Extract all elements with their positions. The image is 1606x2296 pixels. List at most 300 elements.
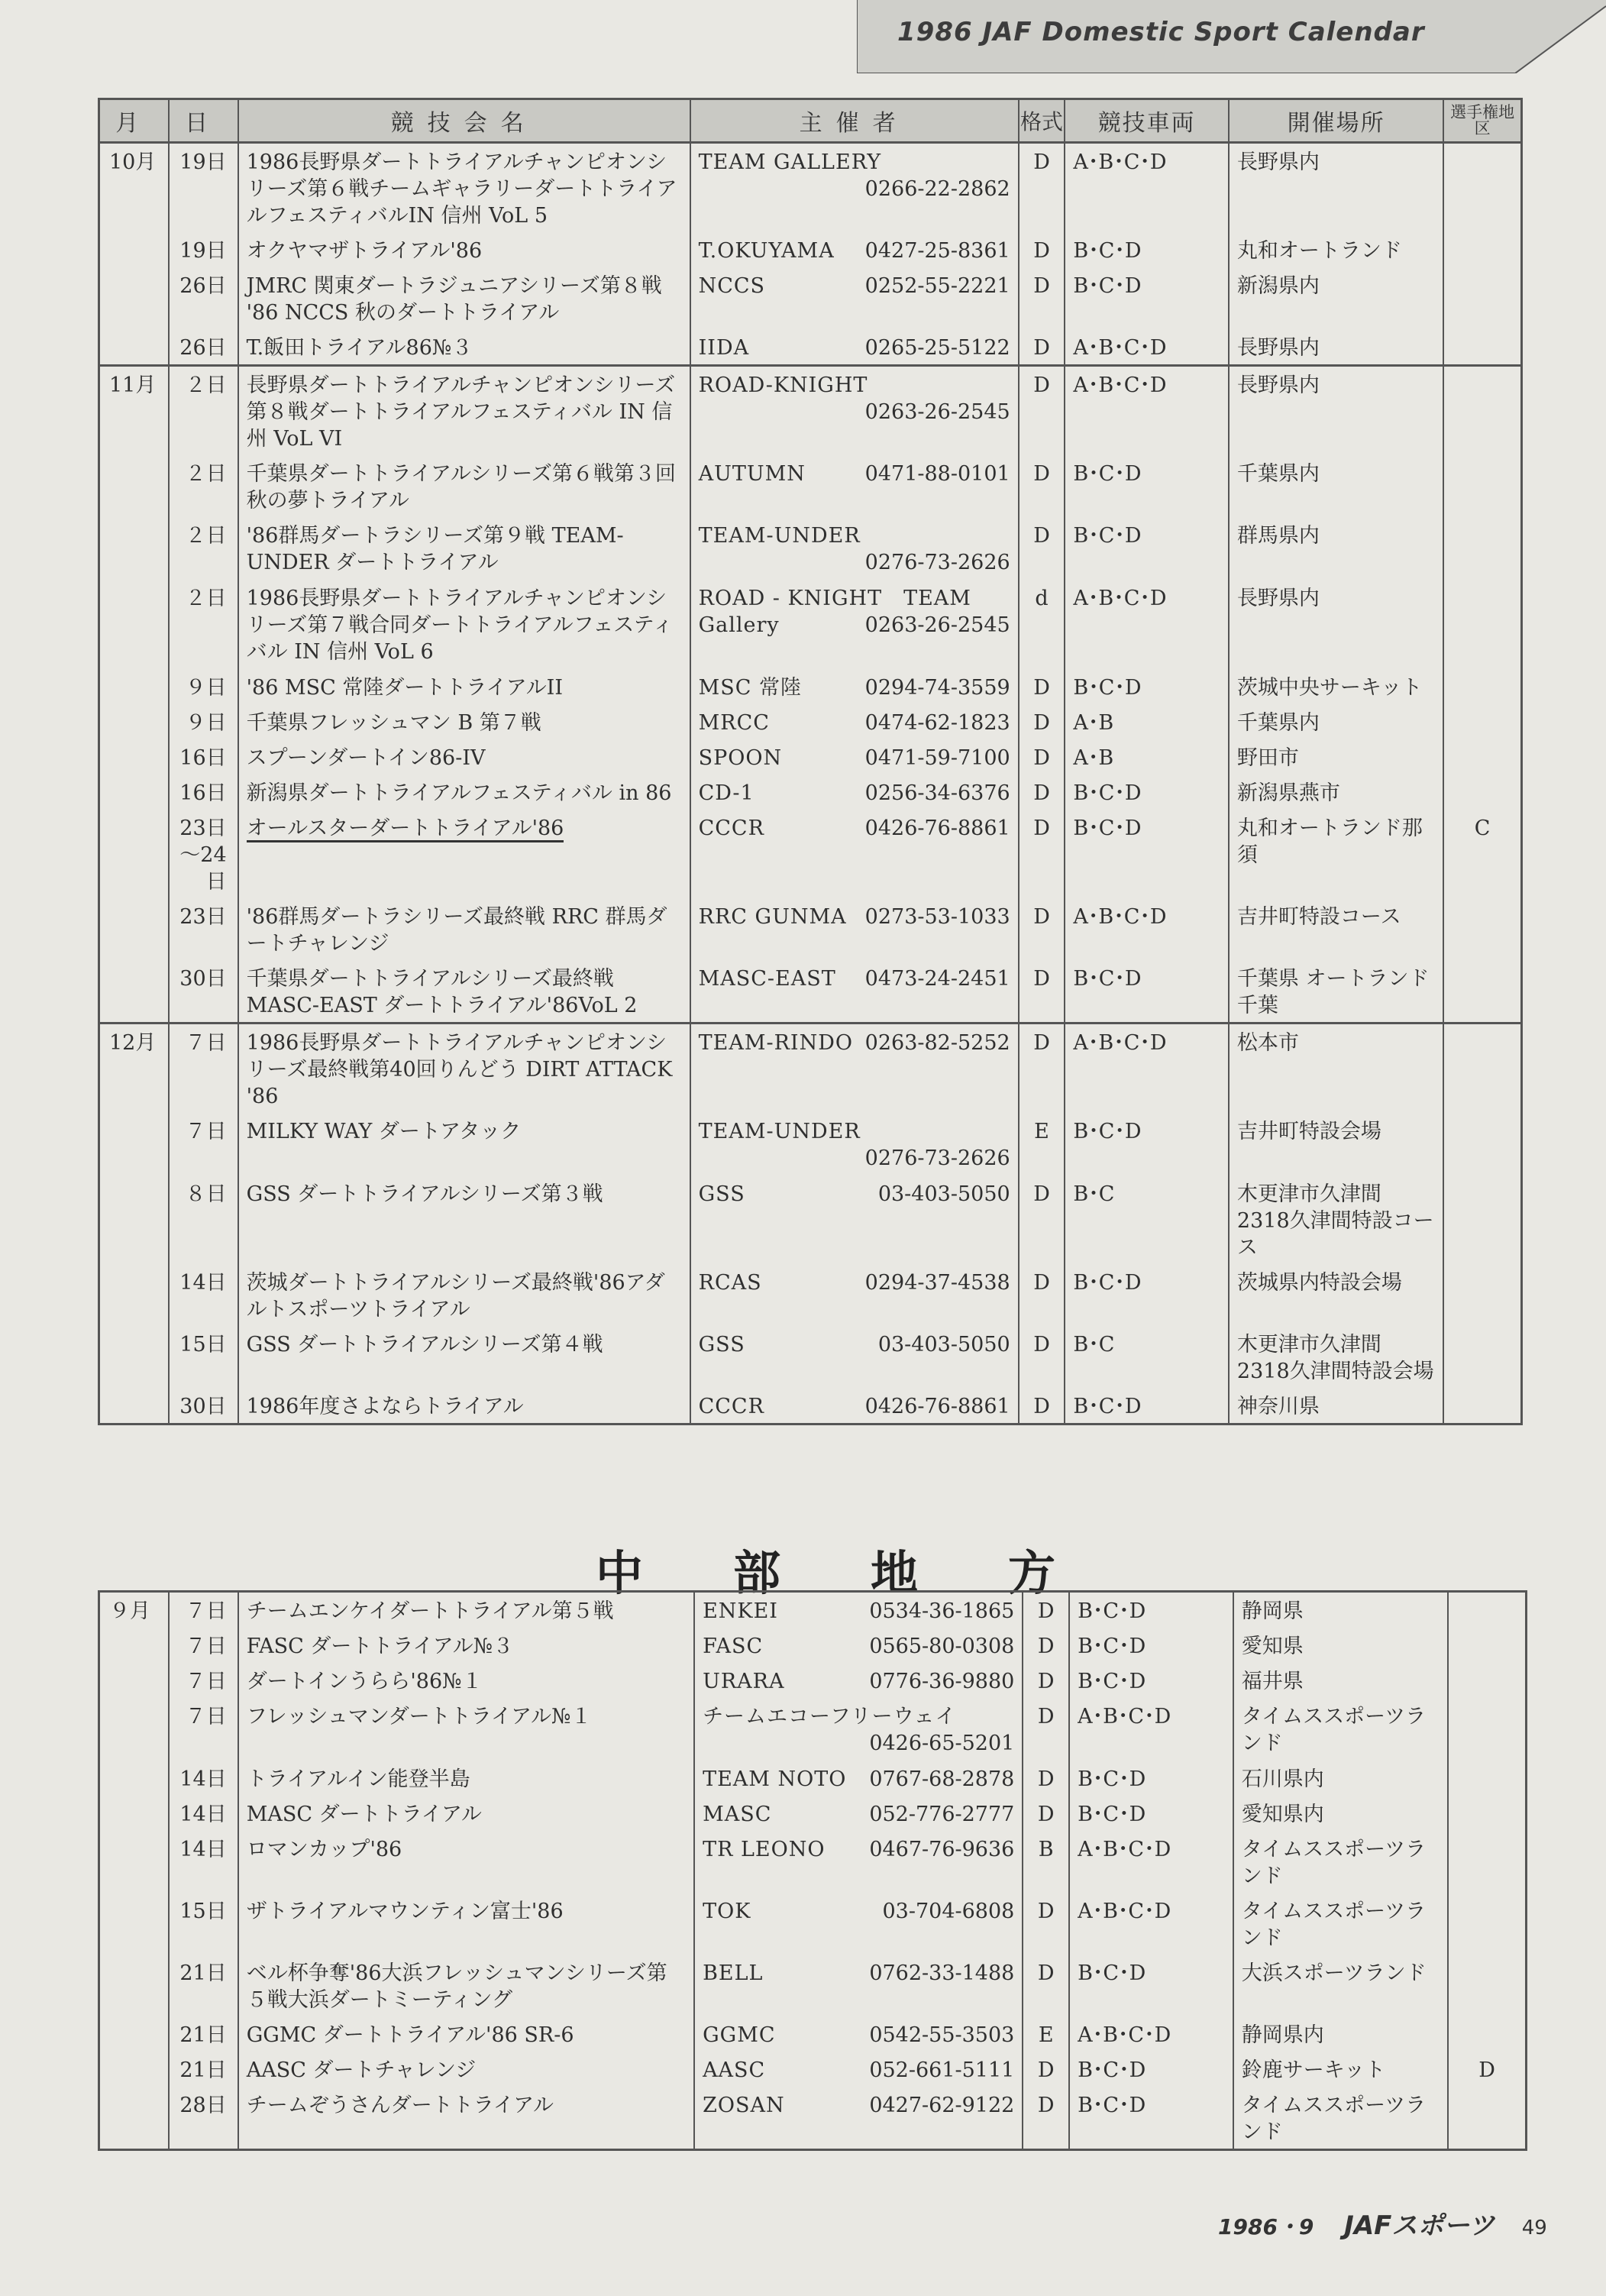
row-month [99, 2052, 169, 2087]
row-format: D [1023, 2052, 1069, 2087]
organizer-phone: 0265-25-5122 [864, 336, 1010, 360]
organizer-phone: 0427-62-9122 [869, 2094, 1015, 2117]
organizer-name: CCCR [698, 817, 764, 840]
organizer-name: BELL [703, 1961, 764, 1985]
row-event: ザトライアルマウンティン富士'86 [238, 1893, 694, 1955]
row-month [99, 232, 169, 267]
row-format: D [1019, 267, 1065, 329]
row-month [99, 267, 169, 329]
row-month [99, 774, 169, 810]
row-format: D [1023, 1698, 1069, 1761]
row-organizer [690, 1264, 1019, 1326]
row-region [1448, 1592, 1526, 1628]
col-region: 選手権地区 [1443, 99, 1521, 143]
organizer-name: RRC GUNMA [698, 905, 847, 929]
organizer-phone: 03-704-6808 [882, 1900, 1015, 1923]
row-vehicles: B･C･D [1065, 810, 1229, 898]
table-row [99, 898, 1522, 960]
organizer-phone: 0542-55-3503 [869, 2023, 1015, 2047]
row-day: ２日 [169, 455, 238, 517]
row-format: D [1019, 1264, 1065, 1326]
table-row [99, 1893, 1527, 1955]
row-event: MILKY WAY ダートアタック [238, 1113, 690, 1175]
row-day: ７日 [169, 1023, 238, 1114]
row-event: 1986長野県ダートトライアルチャンピオンシリーズ最終戦第40回りんどう DIRT ATTACK '86 [238, 1023, 690, 1114]
row-month [99, 704, 169, 739]
row-venue: 静岡県内 [1233, 2016, 1448, 2052]
row-day: 16日 [169, 739, 238, 774]
event-title-underlined: オールスターダートトライアル'86 [247, 817, 564, 842]
row-vehicles: B･C･D [1065, 774, 1229, 810]
row-region [1448, 2087, 1526, 2150]
row-region [1443, 898, 1521, 960]
row-format: D [1023, 1628, 1069, 1663]
row-region: C [1443, 810, 1521, 898]
row-month [99, 810, 169, 898]
row-format: E [1019, 1113, 1065, 1175]
row-venue: 木更津市久津間 2318久津間特設コース [1229, 1175, 1443, 1264]
row-month [99, 1113, 169, 1175]
row-organizer [690, 960, 1019, 1023]
row-month [99, 1698, 169, 1761]
row-vehicles: B･C･D [1069, 2087, 1233, 2150]
row-venue: 木更津市久津間 2318久津間特設会場 [1229, 1326, 1443, 1388]
table-row [99, 1175, 1522, 1264]
calendar-title: 1986 JAF Domestic Sport Calendar [897, 17, 1425, 47]
table-row [99, 1955, 1527, 2016]
row-event: オクヤマザトライアル'86 [238, 232, 690, 267]
row-venue: 新潟県燕市 [1229, 774, 1443, 810]
row-format: D [1019, 1175, 1065, 1264]
row-event: 1986長野県ダートトライアルチャンピオンシリーズ第６戦チームギャラリーダートトライアルフェスティバルIN 信州 VoL 5 [238, 143, 690, 233]
organizer-phone: 03-403-5050 [877, 1182, 1010, 1206]
row-organizer [690, 704, 1019, 739]
row-month [99, 1831, 169, 1893]
organizer-phone: 0471-59-7100 [864, 746, 1010, 770]
row-month: 12月 [99, 1023, 169, 1114]
row-vehicles: B･C･D [1065, 267, 1229, 329]
row-day: 15日 [169, 1893, 238, 1955]
row-organizer [690, 329, 1019, 366]
organizer-name: AASC [703, 2058, 766, 2082]
organizer-name: ZOSAN [703, 2094, 785, 2117]
row-event: GSS ダートトライアルシリーズ第３戦 [238, 1175, 690, 1264]
row-region: D [1448, 2052, 1526, 2087]
row-vehicles: B･C･D [1065, 455, 1229, 517]
row-venue: タイムススポーツランド [1233, 1893, 1448, 1955]
row-month [99, 455, 169, 517]
row-vehicles: B･C [1065, 1175, 1229, 1264]
organizer-name: AUTUMN [698, 462, 806, 486]
row-vehicles: B･C･D [1069, 1663, 1233, 1698]
organizer-phone: 0263-26-2545 [864, 400, 1010, 424]
row-organizer [694, 1796, 1023, 1831]
col-day: 日 [169, 99, 238, 143]
row-organizer [694, 1893, 1023, 1955]
row-venue: 長野県内 [1229, 329, 1443, 366]
row-month [99, 1628, 169, 1663]
row-venue: 静岡県 [1233, 1592, 1448, 1628]
row-vehicles: B･C [1065, 1326, 1229, 1388]
row-day: 21日 [169, 1955, 238, 2016]
table-row [99, 1113, 1522, 1175]
row-day: ７日 [169, 1628, 238, 1663]
row-region [1443, 704, 1521, 739]
table-row [99, 143, 1522, 233]
row-event: '86群馬ダートラシリーズ最終戦 RRC 群馬ダートチャレンジ [238, 898, 690, 960]
page-footer [1218, 2204, 1547, 2242]
col-organizer: 主催者 [690, 99, 1019, 143]
row-day: ２日 [169, 366, 238, 456]
row-venue: 千葉県 オートランド千葉 [1229, 960, 1443, 1023]
row-vehicles: B･C･D [1069, 1761, 1233, 1796]
row-organizer [690, 774, 1019, 810]
col-month: 月 [99, 99, 169, 143]
row-venue: タイムススポーツランド [1233, 1831, 1448, 1893]
row-organizer [690, 267, 1019, 329]
row-day: 15日 [169, 1326, 238, 1388]
organizer-phone: 0252-55-2221 [864, 274, 1010, 298]
row-format: D [1019, 1023, 1065, 1114]
organizer-name: MASC [703, 1803, 772, 1826]
organizer-phone: 0762-33-1488 [869, 1961, 1015, 1985]
row-month: 11月 [99, 366, 169, 456]
row-day: 26日 [169, 267, 238, 329]
organizer-name: TEAM-UNDER [698, 1120, 861, 1143]
row-event: AASC ダートチャレンジ [238, 2052, 694, 2087]
row-organizer [690, 143, 1019, 233]
row-region [1443, 1175, 1521, 1264]
organizer-name: GSS [698, 1182, 745, 1206]
organizer-name: ROAD-KNIGHT [698, 374, 868, 397]
row-organizer [694, 1955, 1023, 2016]
row-day: 14日 [169, 1796, 238, 1831]
row-event: 1986長野県ダートトライアルチャンピオンシリーズ第７戦合同ダートトライアルフェスティバル IN 信州 VoL 6 [238, 580, 690, 669]
row-organizer [694, 1698, 1023, 1761]
table-row [99, 267, 1522, 329]
row-venue: 千葉県内 [1229, 704, 1443, 739]
row-format: D [1023, 1796, 1069, 1831]
organizer-phone: 0256-34-6376 [864, 781, 1010, 805]
organizer-phone: 0294-74-3559 [864, 676, 1010, 700]
table-row [99, 232, 1522, 267]
row-organizer [694, 1628, 1023, 1663]
row-venue: 群馬県内 [1229, 517, 1443, 580]
row-month [99, 329, 169, 366]
row-vehicles: B･C･D [1065, 517, 1229, 580]
row-vehicles: B･C･D [1069, 1628, 1233, 1663]
row-region [1448, 2016, 1526, 2052]
calendar-table-chubu [98, 1590, 1527, 2151]
row-region [1443, 1388, 1521, 1424]
organizer-phone: 0266-22-2862 [864, 177, 1010, 201]
table-row [99, 1663, 1527, 1698]
organizer-name: ENKEI [703, 1599, 778, 1623]
organizer-phone: 0565-80-0308 [869, 1635, 1015, 1658]
row-month: ９月 [99, 1592, 169, 1628]
row-region [1448, 1663, 1526, 1698]
row-vehicles: A･B･C･D [1069, 1698, 1233, 1761]
row-organizer [690, 455, 1019, 517]
row-vehicles: A･B [1065, 739, 1229, 774]
organizer-phone: 0767-68-2878 [869, 1767, 1015, 1791]
organizer-name: NCCS [698, 274, 766, 298]
row-format: D [1019, 739, 1065, 774]
table-row [99, 669, 1522, 704]
row-venue: 神奈川県 [1229, 1388, 1443, 1424]
row-format: D [1023, 1761, 1069, 1796]
table-row [99, 1326, 1522, 1388]
row-venue: 愛知県内 [1233, 1796, 1448, 1831]
organizer-name: TEAM-UNDER [698, 524, 861, 548]
row-format: E [1023, 2016, 1069, 2052]
row-month [99, 669, 169, 704]
row-month [99, 1264, 169, 1326]
organizer-name: GSS [698, 1333, 745, 1357]
row-vehicles: A･B･C･D [1069, 2016, 1233, 2052]
row-format: D [1019, 704, 1065, 739]
organizer-phone: 0276-73-2626 [864, 551, 1010, 574]
row-organizer [694, 2016, 1023, 2052]
row-event: 新潟県ダートトライアルフェスティバル in 86 [238, 774, 690, 810]
row-day: 21日 [169, 2016, 238, 2052]
row-event: 1986年度さよならトライアル [238, 1388, 690, 1424]
organizer-name: TEAM-RINDO [698, 1031, 853, 1055]
organizer-name: FASC [703, 1635, 764, 1658]
row-region [1443, 517, 1521, 580]
row-region [1448, 1628, 1526, 1663]
row-region [1443, 669, 1521, 704]
organizer-name: CCCR [698, 1395, 764, 1418]
col-vehicles: 競技車両 [1065, 99, 1229, 143]
row-organizer [694, 1663, 1023, 1698]
row-format: D [1019, 517, 1065, 580]
row-format: D [1023, 1893, 1069, 1955]
row-format: D [1019, 329, 1065, 366]
row-format: d [1019, 580, 1065, 669]
row-region [1448, 1893, 1526, 1955]
row-vehicles: A･B･C･D [1065, 143, 1229, 233]
chubu-rows [99, 1592, 1527, 2150]
row-venue: 長野県内 [1229, 143, 1443, 233]
row-month [99, 1955, 169, 2016]
table-row [99, 1264, 1522, 1326]
row-vehicles: A･B･C･D [1065, 366, 1229, 456]
organizer-phone: 0467-76-9636 [869, 1838, 1015, 1861]
row-venue: 茨城中央サーキット [1229, 669, 1443, 704]
row-venue: 松本市 [1229, 1023, 1443, 1114]
row-vehicles: A･B･C･D [1065, 580, 1229, 669]
row-event: ダートインうらら'86№１ [238, 1663, 694, 1698]
row-venue: 千葉県内 [1229, 455, 1443, 517]
row-day: ２日 [169, 580, 238, 669]
row-month [99, 580, 169, 669]
row-event: T.飯田トライアル86№３ [238, 329, 690, 366]
organizer-phone: 0426-65-5201 [869, 1732, 1015, 1755]
table-row [99, 1592, 1527, 1628]
row-format: D [1019, 960, 1065, 1023]
row-region [1448, 1698, 1526, 1761]
organizer-phone: 0474-62-1823 [864, 711, 1010, 735]
row-region [1443, 1113, 1521, 1175]
row-region [1448, 1761, 1526, 1796]
row-event: MASC ダートトライアル [238, 1796, 694, 1831]
row-venue: 愛知県 [1233, 1628, 1448, 1663]
row-day: 14日 [169, 1761, 238, 1796]
row-day: ８日 [169, 1175, 238, 1264]
row-vehicles: B･C･D [1065, 669, 1229, 704]
row-day: 23日 [169, 898, 238, 960]
table-row [99, 2052, 1527, 2087]
row-format: D [1019, 366, 1065, 456]
row-event: FASC ダートトライアル№３ [238, 1628, 694, 1663]
table-row [99, 455, 1522, 517]
row-month [99, 517, 169, 580]
row-day: 16日 [169, 774, 238, 810]
row-region [1443, 366, 1521, 456]
organizer-name: MSC 常陸 [698, 676, 802, 700]
row-event: チームぞうさんダートトライアル [238, 2087, 694, 2150]
row-organizer [694, 1831, 1023, 1893]
table-row [99, 774, 1522, 810]
col-venue: 開催場所 [1229, 99, 1443, 143]
row-month [99, 960, 169, 1023]
row-day: 14日 [169, 1831, 238, 1893]
row-vehicles: B･C･D [1065, 1388, 1229, 1424]
organizer-name: GGMC [703, 2023, 776, 2047]
organizer-phone: 0471-88-0101 [864, 462, 1010, 486]
row-format: D [1019, 1326, 1065, 1388]
row-month [99, 898, 169, 960]
footer-date: 1986・9 [1218, 2214, 1314, 2239]
row-vehicles: B･C･D [1065, 1113, 1229, 1175]
organizer-phone: 0776-36-9880 [869, 1670, 1015, 1693]
row-event: ベル杯争奪'86大浜フレッシュマンシリーズ第５戦大浜ダートミーティング [238, 1955, 694, 2016]
organizer-name: チームエコーフリーウェイ [703, 1705, 957, 1728]
row-event: 長野県ダートトライアルチャンピオンシリーズ第８戦ダートトライアルフェスティバル IN 信州 VoL VI [238, 366, 690, 456]
organizer-phone: 0276-73-2626 [864, 1146, 1010, 1170]
row-month [99, 1175, 169, 1264]
organizer-name: URARA [703, 1670, 785, 1693]
row-format: D [1023, 2087, 1069, 2150]
row-region [1443, 267, 1521, 329]
organizer-name: RCAS [698, 1271, 762, 1295]
organizer-name: CD-1 [698, 781, 755, 805]
row-event: ロマンカップ'86 [238, 1831, 694, 1893]
row-event: フレッシュマンダートトライアル№１ [238, 1698, 694, 1761]
row-region [1443, 960, 1521, 1023]
row-day: 30日 [169, 960, 238, 1023]
row-event: GGMC ダートトライアル'86 SR-6 [238, 2016, 694, 2052]
table-row [99, 517, 1522, 580]
calendar-table-kanto [98, 98, 1523, 1425]
table-row [99, 810, 1522, 898]
row-day: 28日 [169, 2087, 238, 2150]
row-month [99, 739, 169, 774]
row-venue: 大浜スポーツランド [1233, 1955, 1448, 2016]
row-month [99, 1326, 169, 1388]
row-format: D [1019, 898, 1065, 960]
row-format: D [1019, 232, 1065, 267]
table-row [99, 1796, 1527, 1831]
row-day: ９日 [169, 669, 238, 704]
table-row [99, 1388, 1522, 1424]
row-day: 26日 [169, 329, 238, 366]
row-vehicles: A･B･C･D [1065, 898, 1229, 960]
organizer-name: TOK [703, 1900, 751, 1923]
row-month [99, 1388, 169, 1424]
row-organizer [694, 2087, 1023, 2150]
organizer-phone: 03-403-5050 [877, 1333, 1010, 1357]
row-organizer [690, 898, 1019, 960]
row-event: 茨城ダートトライアルシリーズ最終戦'86アダルトスポーツトライアル [238, 1264, 690, 1326]
row-region [1443, 1264, 1521, 1326]
organizer-phone: 0473-24-2451 [864, 967, 1010, 991]
row-day: ７日 [169, 1663, 238, 1698]
row-day: 19日 [169, 232, 238, 267]
row-day: 21日 [169, 2052, 238, 2087]
row-organizer [694, 1761, 1023, 1796]
organizer-phone: 0273-53-1033 [864, 905, 1010, 929]
row-format: D [1023, 1663, 1069, 1698]
organizer-name: ROAD - KNIGHT TEAM Gallery [698, 587, 971, 637]
row-vehicles: A･B･C･D [1065, 1023, 1229, 1114]
row-day: ７日 [169, 1113, 238, 1175]
row-organizer [690, 1175, 1019, 1264]
row-day: ７日 [169, 1592, 238, 1628]
row-day: ２日 [169, 517, 238, 580]
col-event: 競技会名 [238, 99, 690, 143]
row-vehicles: B･C･D [1065, 232, 1229, 267]
table-row [99, 2087, 1527, 2150]
row-organizer [690, 580, 1019, 669]
row-format: D [1019, 455, 1065, 517]
header-row [99, 99, 1522, 143]
row-vehicles: A･B･C･D [1069, 1831, 1233, 1893]
row-region [1443, 774, 1521, 810]
row-day: ７日 [169, 1698, 238, 1761]
row-vehicles: B･C･D [1069, 1796, 1233, 1831]
row-organizer [694, 1592, 1023, 1628]
row-organizer [690, 1388, 1019, 1424]
footer-magazine: JAFスポーツ [1344, 2210, 1495, 2241]
organizer-name: TEAM NOTO [703, 1767, 847, 1791]
row-day: ９日 [169, 704, 238, 739]
row-event: '86 MSC 常陸ダートトライアルII [238, 669, 690, 704]
row-vehicles: A･B･C･D [1069, 1893, 1233, 1955]
row-venue: タイムススポーツランド [1233, 1698, 1448, 1761]
organizer-phone: 052-776-2777 [869, 1803, 1015, 1826]
row-month [99, 1893, 169, 1955]
row-region [1443, 143, 1521, 233]
row-vehicles: A･B [1065, 704, 1229, 739]
row-organizer [690, 232, 1019, 267]
table-row [99, 1628, 1527, 1663]
table-row [99, 2016, 1527, 2052]
organizer-phone: 0534-36-1865 [869, 1599, 1015, 1623]
organizer-name: MRCC [698, 711, 770, 735]
organizer-name: SPOON [698, 746, 783, 770]
row-organizer [690, 1113, 1019, 1175]
row-venue: 福井県 [1233, 1663, 1448, 1698]
row-event: トライアルイン能登半島 [238, 1761, 694, 1796]
row-event: 千葉県ダートトライアルシリーズ第６戦第３回秋の夢トライアル [238, 455, 690, 517]
row-event: 千葉県フレッシュマン B 第７戦 [238, 704, 690, 739]
organizer-phone: 052-661-5111 [869, 2058, 1015, 2082]
col-format: 格式 [1019, 99, 1065, 143]
row-organizer [690, 669, 1019, 704]
row-organizer [690, 1023, 1019, 1114]
